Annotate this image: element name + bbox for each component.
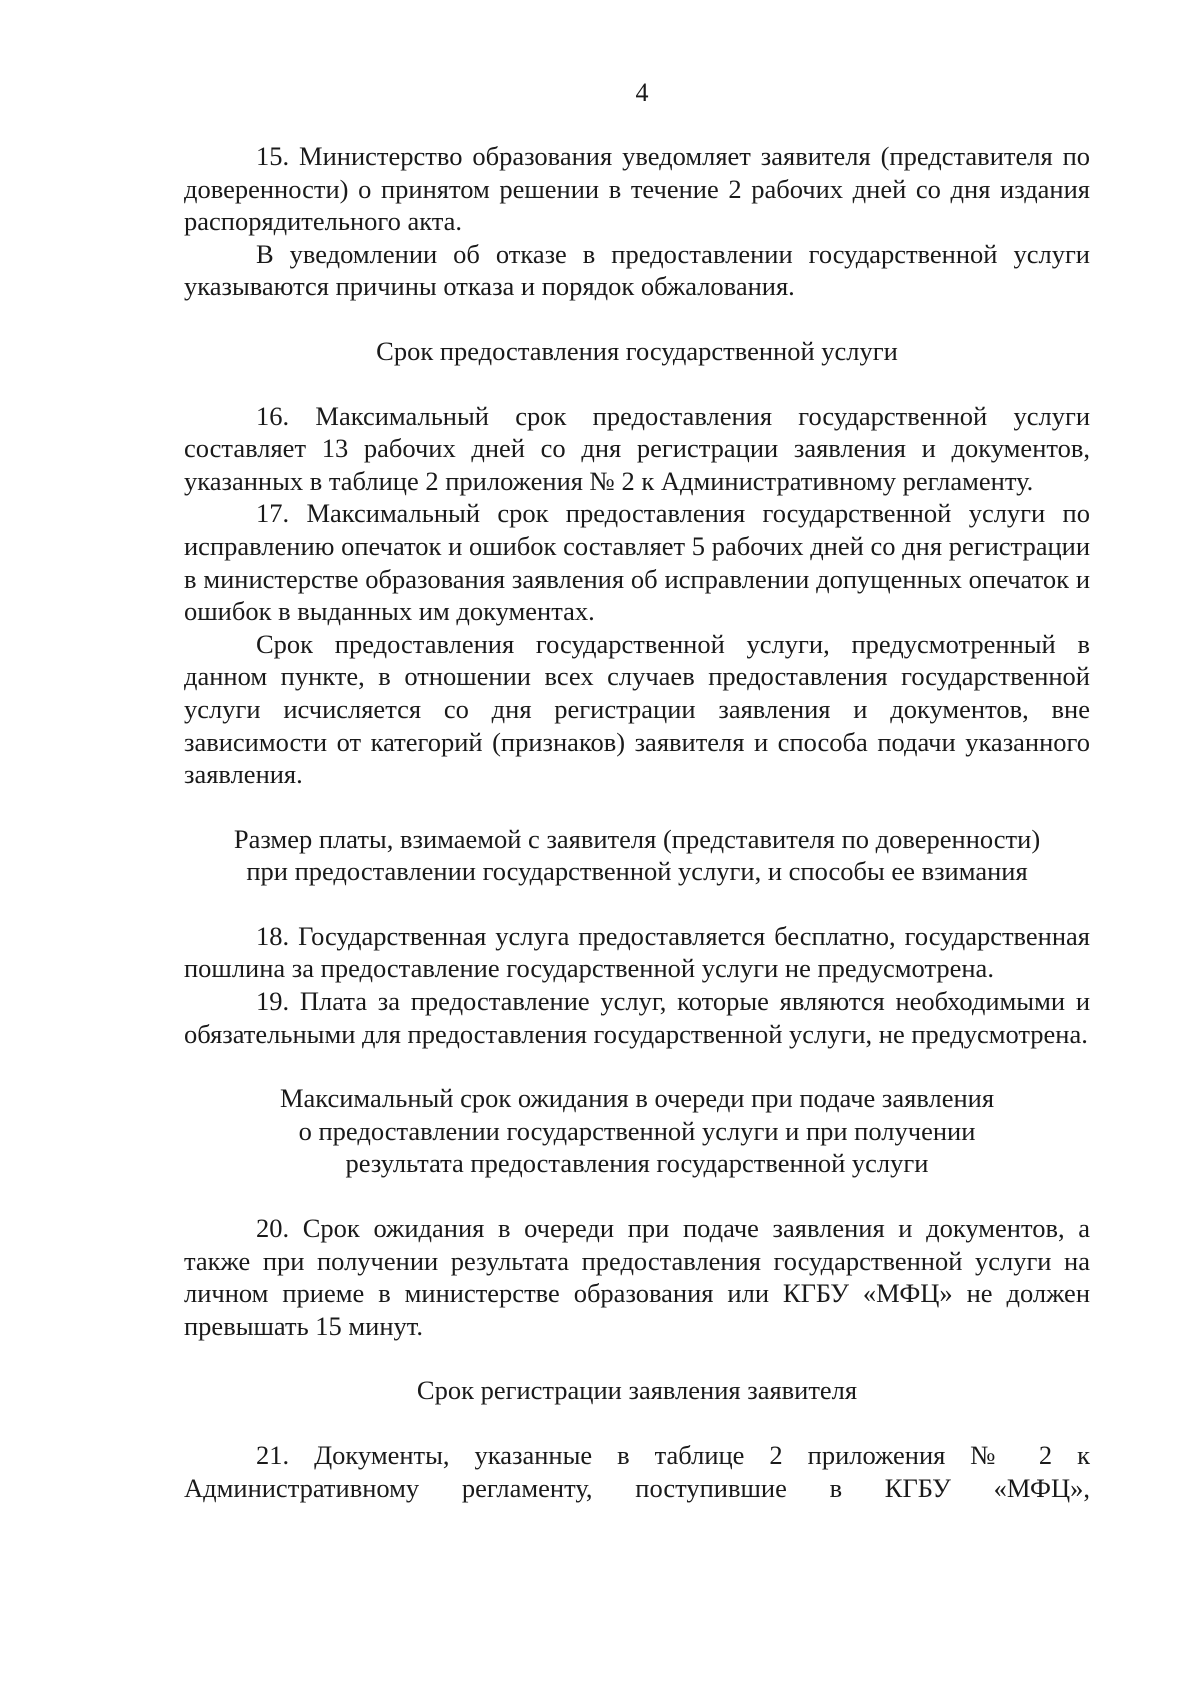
paragraph-18-free-service: 18. Государственная услуга предоставляется бесплатно, государственная пошлина за предоставление государственной услуги не предусмотрена. [184,920,1090,984]
section-heading-registration-term [184,1374,1090,1407]
paragraph-17-correction-term: 17. Максимальный срок предоставления государственной услуги по исправлению опечаток и ошибок составляет 5 рабочих дней со дня регистрации в министерстве образования заявления об исправлении допущенных опечаток и ошибок в выданных им документах. [184,498,1090,627]
heading-line: результата предоставления государственной услуги [345,1148,929,1179]
paragraph-15-refusal-reasons: В уведомлении об отказе в предоставлении государственной услуги указываются причины отказа и порядок обжалования. [184,238,1090,302]
paragraph-19-no-fee: 19. Плата за предоставление услуг, которые являются необходимыми и обязательными для предоставления государственной услуги, не предусмотрена. [184,986,1090,1049]
heading-line: Размер платы, взимаемой с заявителя (представителя по доверенности) [233,823,1041,854]
paragraph-20-queue-limit: 20. Срок ожидания в очереди при подаче заявления и документов, а также при получении результата предоставления государственной услуги на личном приеме в министерстве образования или КГБУ «МФЦ» не должен превышать 15 минут. [184,1213,1090,1341]
paragraph-15-notification: 15. Министерство образования уведомляет заявителя (представителя по доверенности) о принятом решении в течение 2 рабочих дней со дня издания распорядительного акта. [184,141,1090,237]
paragraph-17-term-calculation: Срок предоставления государственной услуги, предусмотренный в данном пункте, в отношении всех случаев предоставления государственной услуги исчисляется со дня регистрации заявления и документов, вне зависимости от категорий (признаков) заявителя и способа подачи указанного заявления. [184,628,1090,790]
heading-line: о предоставлении государственной услуги и при получении [298,1115,976,1146]
heading-line: при предоставлении государственной услуги, и способы ее взимания [246,856,1028,887]
paragraph-16-max-term: 16. Максимальный срок предоставления государственной услуги составляет 13 рабочих дней со дня регистрации заявления и документов, указанных в таблице 2 приложения № 2 к Административному регламенту. [184,400,1090,496]
heading-line: Срок предоставления государственной услуги [376,335,898,366]
section-heading-fee [184,823,1090,888]
section-heading-queue-time [184,1082,1090,1180]
heading-line: Максимальный срок ожидания в очереди при подаче заявления [279,1083,995,1114]
heading-line: Срок регистрации заявления заявителя [416,1375,858,1406]
section-heading-service-term [184,335,1090,368]
document-body [184,140,1090,1504]
paragraph-21-documents: 21. Документы, указанные в таблице 2 приложения № 2 к Административному регламенту, поступившие в КГБУ «МФЦ», [184,1440,1090,1503]
page-number: 4 [635,78,649,107]
